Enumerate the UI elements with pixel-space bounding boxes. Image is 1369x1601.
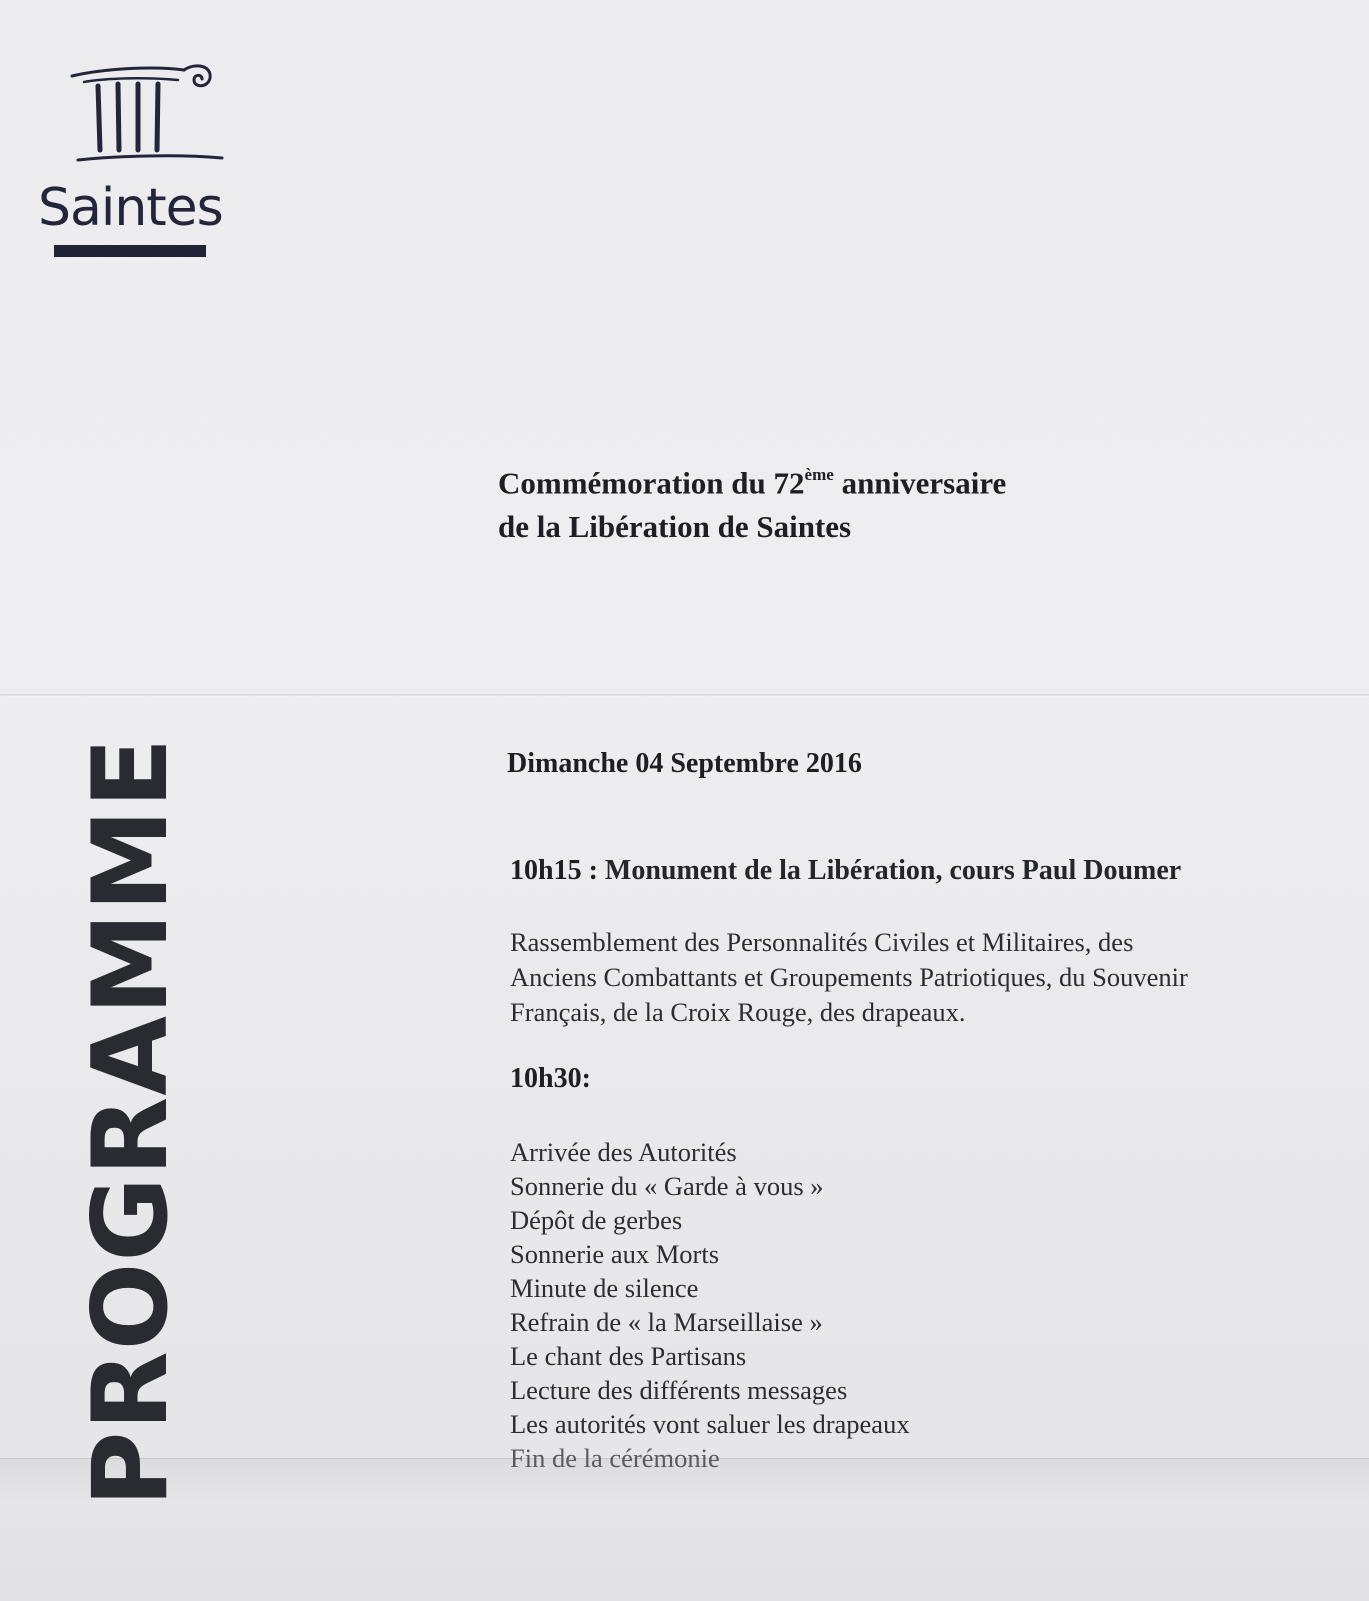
programme-vertical-title: PROGRAMME (71, 736, 191, 1507)
list-item: Arrivée des Autorités (510, 1137, 737, 1167)
event-1-time: 10h15 : (510, 855, 605, 886)
description-line: Rassemblement des Personnalités Civiles et Militaires, des (510, 927, 1134, 957)
list-item: Refrain de « la Marseillaise » (510, 1307, 823, 1337)
list-item: Les autorités vont saluer les drapeaux (510, 1409, 910, 1439)
list-item: Minute de silence (510, 1273, 699, 1303)
ionic-column-icon (66, 60, 226, 180)
event-1-place: Monument de la Libération, cours Paul Doumer (604, 855, 1182, 886)
list-item: Sonnerie du « Garde à vous » (510, 1171, 824, 1201)
event-1-heading (510, 855, 1181, 887)
logo-wordmark: Saintes (38, 178, 223, 238)
title-line-1 (498, 455, 1006, 505)
event-date: Dimanche 04 Septembre 2016 (507, 748, 862, 779)
event-2-time: 10h30: (510, 1063, 591, 1094)
saintes-logo (38, 60, 238, 270)
list-item: Lecture des différents messages (510, 1375, 848, 1405)
title-superscript: ème (804, 465, 834, 484)
title-text-end: anniversaire (833, 465, 1007, 501)
list-item: Sonnerie aux Morts (510, 1239, 720, 1269)
title-line-2: de la Libération de Saintes (498, 509, 852, 545)
title-text-start: Commémoration du 72 (498, 465, 805, 501)
event-1-description (510, 925, 1300, 1030)
ceremony-steps-list (510, 1135, 910, 1475)
description-line: Français, de la Croix Rouge, des drapeaux. (510, 997, 966, 1027)
paper-fold-bottom (0, 1458, 1369, 1601)
list-item: Le chant des Partisans (510, 1341, 747, 1371)
list-item: Dépôt de gerbes (510, 1205, 683, 1235)
paper-fold-line (0, 694, 1369, 697)
page-title (498, 455, 1006, 549)
list-item: Fin de la cérémonie (510, 1443, 720, 1473)
description-line: Anciens Combattants et Groupements Patriotiques, du Souvenir (510, 962, 1188, 992)
logo-underline (54, 245, 206, 257)
